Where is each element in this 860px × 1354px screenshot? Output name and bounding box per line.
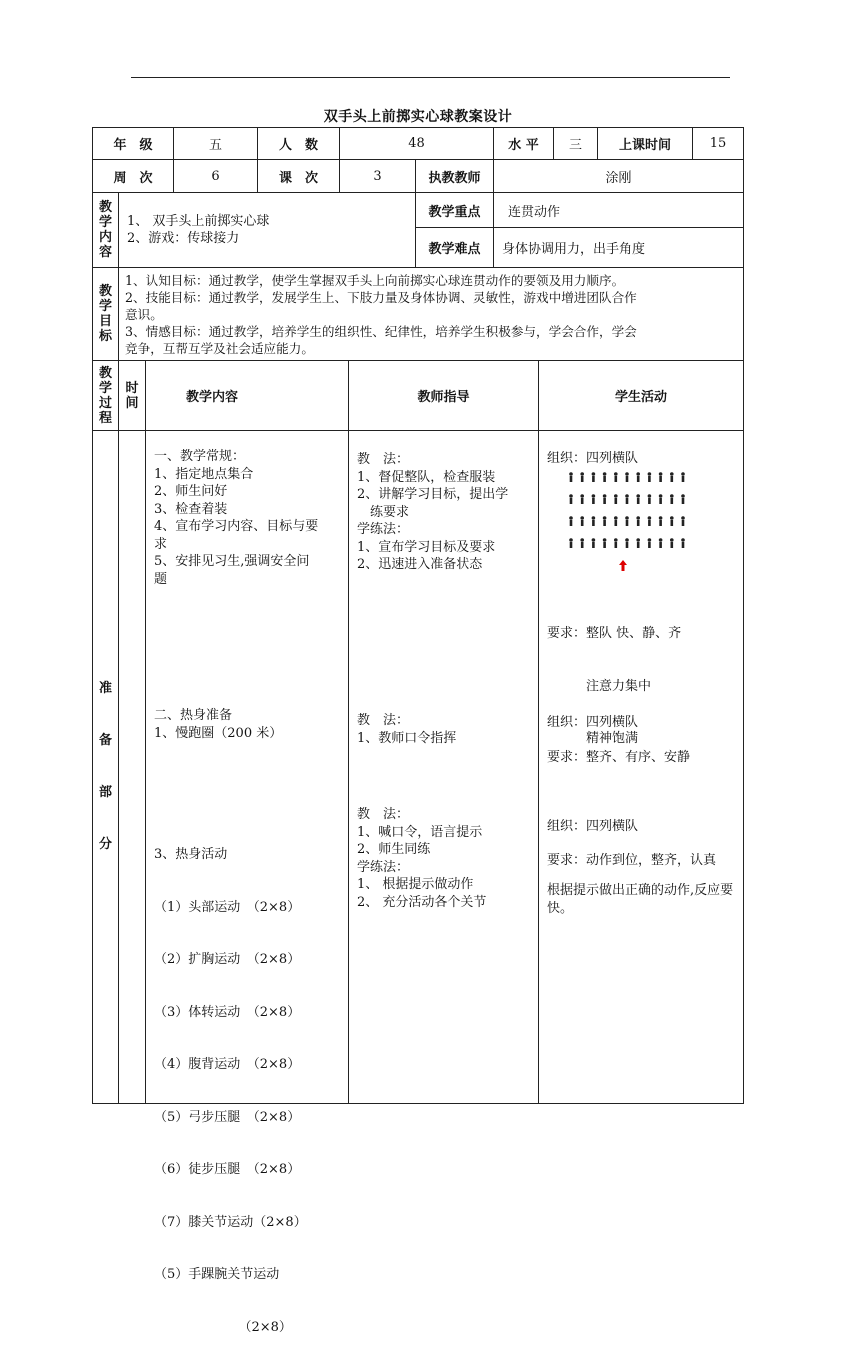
student-marker <box>659 472 663 482</box>
teacher-arrow-icon <box>619 560 627 571</box>
student-marker <box>648 472 652 482</box>
level-label: 水 平 <box>494 127 554 160</box>
student-marker <box>636 472 640 482</box>
student-marker <box>592 494 596 504</box>
student-marker <box>681 472 685 482</box>
student-marker <box>614 538 618 548</box>
content-side-label: 教 学 内 容 <box>92 193 119 268</box>
student-marker <box>625 538 629 548</box>
time-value: 15 <box>693 127 744 160</box>
section1-activity-req: 要求：整队 快、静、齐 注意力集中 精神饱满 <box>547 626 682 746</box>
section3-content: 3、热身活动 （1）头部运动 （2×8） （2）扩胸运动 （2×8） （3）体转运动 （2×8） （4）腹背运动 （2×8） （5）弓步压腿 （2×8） （6）徒步压腿 （2×8） （7）膝关节运动（2×8） （5）手踝腕关节运动 （2×8） <box>154 847 307 1335</box>
student-marker <box>603 538 607 548</box>
goal-line: 意识。 <box>125 306 163 322</box>
student-marker <box>580 472 584 482</box>
time-column-body <box>119 431 146 1104</box>
level-value: 三 <box>554 127 598 160</box>
lesson-label: 课 次 <box>258 160 340 193</box>
student-marker <box>681 538 685 548</box>
student-marker <box>636 516 640 526</box>
student-marker <box>659 538 663 548</box>
week-value: 6 <box>174 160 258 193</box>
teacher-label: 执教教师 <box>416 160 494 193</box>
student-marker <box>670 494 674 504</box>
count-value: 48 <box>340 127 494 160</box>
section2-activity-org: 组织：四列横队 <box>547 715 639 730</box>
time-label: 上课时间 <box>598 127 693 160</box>
document-title: 双手头上前掷实心球教案设计 <box>323 109 513 125</box>
student-marker <box>625 494 629 504</box>
student-marker <box>603 516 607 526</box>
section1-guide: 教 法： 1、督促整队，检查服装 2、讲解学习目标，提出学 练要求 学练法： 1、宣布学习目标及要求 2、迅速进入准备状态 <box>357 452 509 572</box>
student-marker <box>580 538 584 548</box>
grade-label: 年 级 <box>92 127 174 160</box>
header-rule <box>131 77 730 78</box>
student-marker <box>636 494 640 504</box>
student-marker <box>636 538 640 548</box>
student-marker <box>681 494 685 504</box>
student-marker <box>580 494 584 504</box>
student-marker <box>648 538 652 548</box>
prep-part-label: 准 备 部 分 <box>92 431 119 1104</box>
section1-activity-org: 组织：四列横队 <box>547 451 639 466</box>
section2-content: 二、热身准备 1、慢跑圈（200 米） <box>154 708 283 741</box>
section1-content: 一、教学常规： 1、指定地点集合 2、师生问好 3、检查着装 4、宣布学习内容、目标与要 求 5、安排见习生,强调安全问 题 <box>154 449 319 587</box>
student-marker <box>614 494 618 504</box>
section3-guide: 教 法： 1、喊口令，语言提示 2、师生同练 学练法： 1、 根据提示做动作 2、 充分活动各个关节 <box>357 807 487 910</box>
formation-diagram <box>566 468 696 578</box>
student-marker <box>648 494 652 504</box>
section3-activity-org: 组织：四列横队 <box>547 819 639 834</box>
content-items <box>119 193 416 268</box>
student-marker <box>580 516 584 526</box>
grade-value: 五 <box>174 127 258 160</box>
student-marker <box>614 472 618 482</box>
student-marker <box>659 516 663 526</box>
content-column-header: 教学内容 <box>146 361 349 431</box>
time-column-header: 时 间 <box>119 361 146 431</box>
student-marker <box>569 538 573 548</box>
content-item: 1、 双手头上前掷实心球 <box>127 214 270 229</box>
section3-activity-note: 根据提示做出正确的动作,反应要快。 <box>547 883 734 916</box>
goal-line: 2、技能目标：通过教学，发展学生上、下肢力量及身体协调、灵敏性，游戏中增进团队合作 <box>125 289 637 305</box>
teacher-value: 涂刚 <box>494 160 744 193</box>
goals-side-label: 教 学 目 标 <box>92 268 119 361</box>
student-marker <box>625 516 629 526</box>
student-marker <box>592 538 596 548</box>
goal-line: 1、认知目标：通过教学，使学生掌握双手头上向前掷实心球连贯动作的要领及用力顺序。 <box>125 272 625 288</box>
student-marker <box>592 516 596 526</box>
lesson-value: 3 <box>340 160 416 193</box>
process-side-label: 教 学 过 程 <box>92 361 119 431</box>
student-marker <box>614 516 618 526</box>
section2-guide: 教 法： 1、教师口令指挥 <box>357 713 457 746</box>
key-label: 教学重点 <box>416 193 494 228</box>
content-item: 2、游戏：传球接力 <box>127 231 240 246</box>
student-marker <box>670 538 674 548</box>
goal-line: 3、情感目标：通过教学，培养学生的组织性、纪律性，培养学生积极参与，学会合作，学会 <box>125 323 637 339</box>
count-label: 人 数 <box>258 127 340 160</box>
goals-text <box>119 268 744 361</box>
student-marker <box>625 472 629 482</box>
student-marker <box>569 494 573 504</box>
guide-column-header: 教师指导 <box>349 361 539 431</box>
difficulty-label: 教学难点 <box>416 228 494 268</box>
student-marker <box>569 516 573 526</box>
goal-line: 竞争，互帮互学及社会适应能力。 <box>125 340 314 356</box>
student-marker <box>603 494 607 504</box>
week-label: 周 次 <box>92 160 174 193</box>
student-marker <box>648 516 652 526</box>
student-marker <box>670 472 674 482</box>
key-value: 连贯动作 <box>494 193 744 228</box>
student-marker <box>603 472 607 482</box>
student-marker <box>670 516 674 526</box>
student-marker <box>592 472 596 482</box>
student-marker <box>681 516 685 526</box>
student-marker <box>659 494 663 504</box>
section2-activity-req: 要求：整齐、有序、安静 <box>547 750 691 765</box>
activity-column-header: 学生活动 <box>539 361 744 431</box>
section3-activity-req: 要求：动作到位，整齐，认真 <box>547 853 717 868</box>
student-marker <box>569 472 573 482</box>
difficulty-value: 身体协调用力，出手角度 <box>494 228 744 268</box>
